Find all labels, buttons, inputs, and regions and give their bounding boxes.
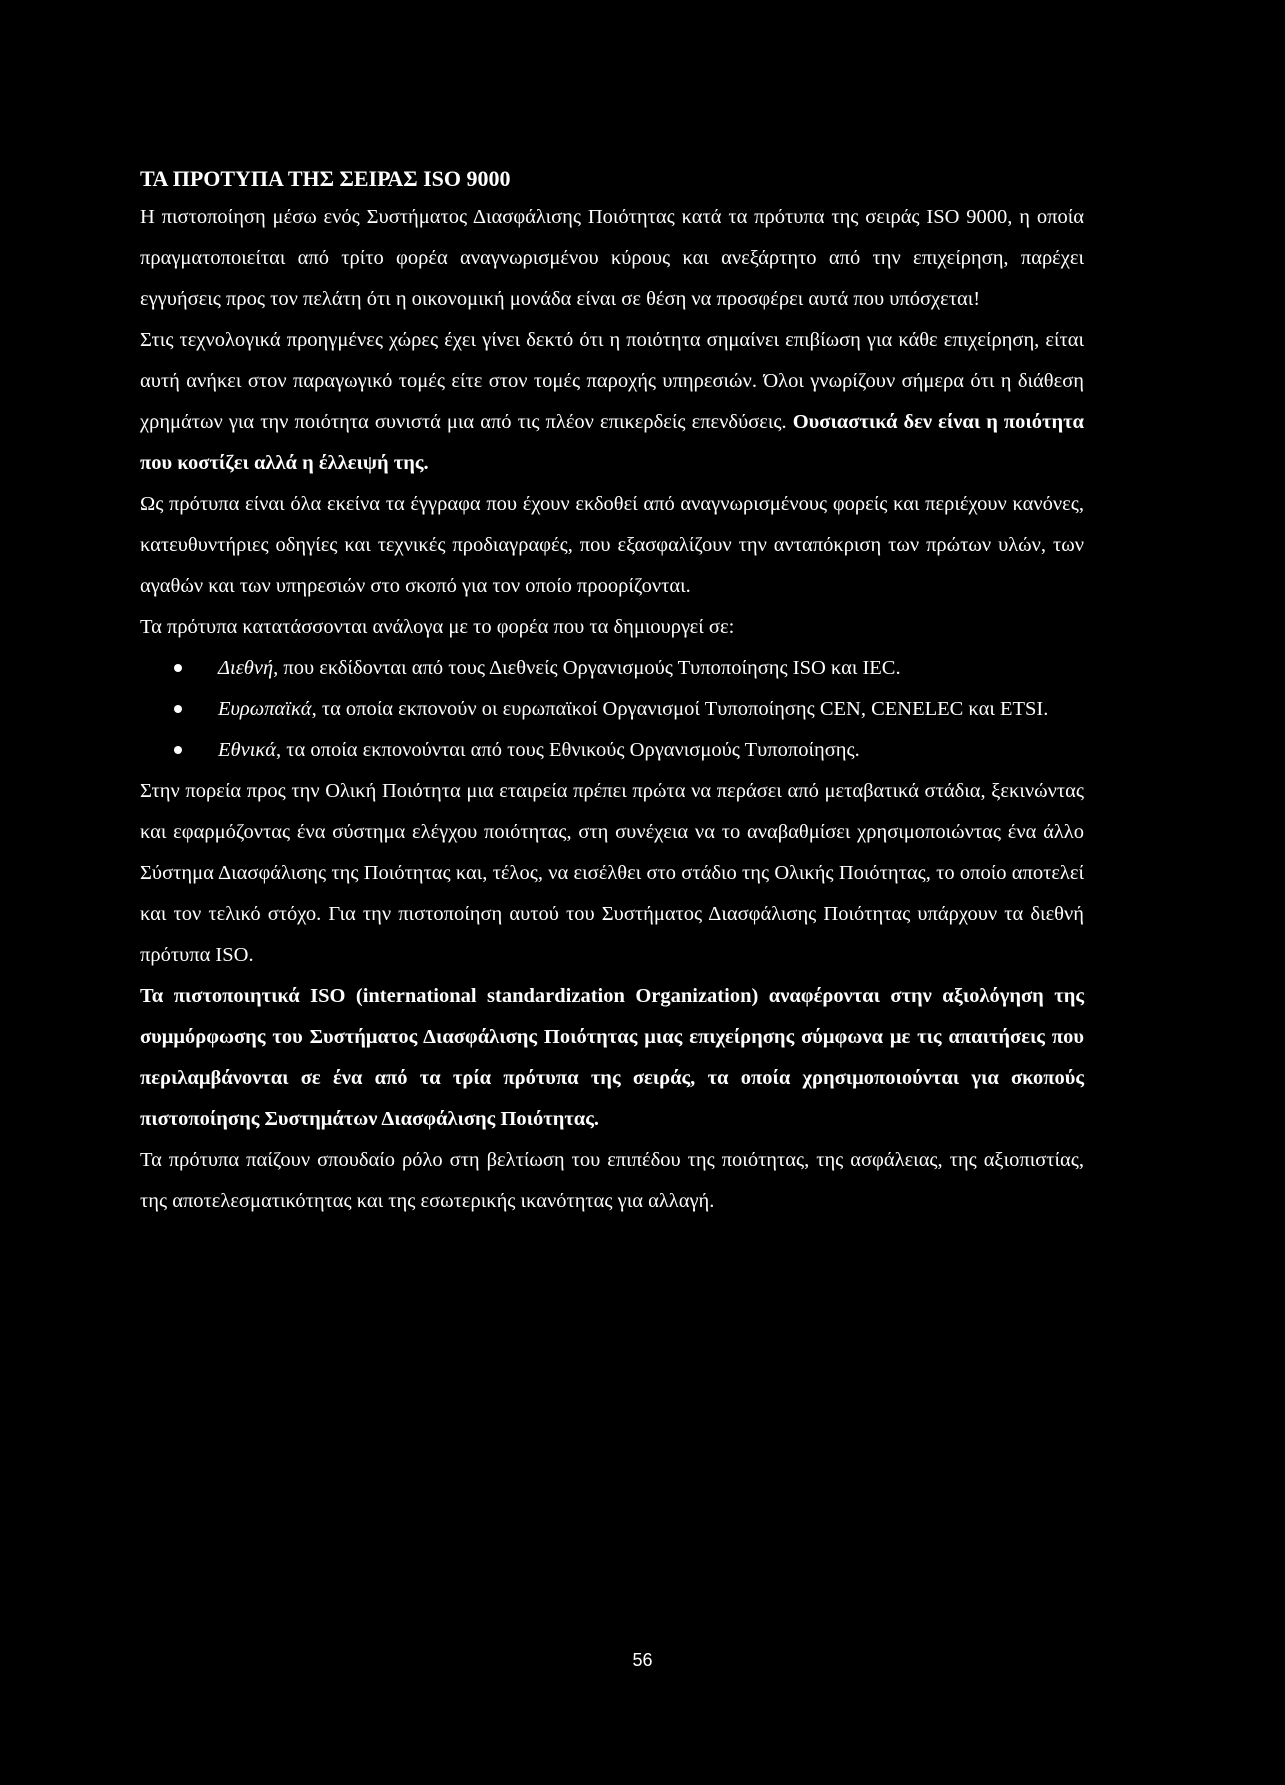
paragraph-quality-survival <box>140 320 1084 484</box>
bullet-icon <box>174 705 182 713</box>
paragraph-certification: Η πιστοποίηση μέσω ενός Συστήματος Διασφάλισης Ποιότητας κατά τα πρότυπα της σειράς ISO 9000, η οποία πραγματοποιείται από τρίτο φορέα αναγνωρισμένου κύρους και ανεξάρτητο από την επιχείρηση, παρέχει εγγυήσεις προς τον πελάτη ότι η οικονομική μονάδα είναι σε θέση να προσφέρει αυτά που υπόσχεται! <box>140 206 1084 310</box>
paragraph-standards-role: Τα πρότυπα παίζουν σπουδαίο ρόλο στη βελτίωση του επιπέδου της ποιότητας, της ασφάλειας, της αξιοπιστίας, της αποτελεσματικότητας και της εσωτερικής ικανότητας για αλλαγή. <box>140 1149 1084 1212</box>
paragraph-iso-certificates: Τα πιστοποιητικά ISO (international standardization Organization) αναφέρονται στην αξιολόγηση της συμμόρφωσης του Συστήματος Διασφάλισης Ποιότητας μιας επιχείρησης σύμφωνα με τις απαιτήσεις που περιλαμβάνονται σε ένα από τα τρία πρότυπα της σειράς, τα οποία χρησιμοποιούνται για σκοπούς πιστοποίησης Συστημάτων Διασφάλισης Ποιότητας. <box>140 985 1084 1130</box>
list-item <box>140 730 1084 771</box>
list-item-text: , τα οποία εκπονούν οι ευρωπαϊκοί Οργανισμοί Τυποποίησης CEN, CENELEC και ETSI. <box>311 698 1049 720</box>
list-item-term: Ευρωπαϊκά <box>218 698 312 720</box>
bullet-icon <box>174 664 182 672</box>
paragraph-quality-survival-text: Στις τεχνολογικά προηγμένες χώρες έχει γίνει δεκτό ότι η ποιότητα σημαίνει επιβίωση για κάθε επιχείρηση, είται αυτή ανήκει στον παραγωγικό τομές είτε στον τομές παροχής υπηρεσιών. Όλοι γνωρίζουν σήμερα ότι η διάθεση χρημάτων για την ποιότητα συνιστά μια από τις πλέον επικερδείς επενδύσεις. <box>140 329 1084 433</box>
paragraph-standards-classification: Τα πρότυπα κατατάσσονται ανάλογα με το φορέα που τα δημιουργεί σε: <box>140 616 735 638</box>
list-item-text: , τα οποία εκπονούνται από τους Εθνικούς Οργανισμούς Τυποποίησης. <box>276 739 860 761</box>
standards-types-list <box>140 648 1084 771</box>
list-item <box>140 689 1084 730</box>
bullet-icon <box>174 746 182 754</box>
document-body <box>140 164 1084 1222</box>
paragraph-standards-definition: Ως πρότυπα είναι όλα εκείνα τα έγγραφα που έχουν εκδοθεί από αναγνωρισμένους φορείς και περιέχουν κανόνες, κατευθυντήριες οδηγίες και τεχνικές προδιαγραφές, που εξασφαλίζουν την ανταπόκριση των πρώτων υλών, των αγαθών και των υπηρεσιών στο σκοπό για τον οποίο προορίζονται. <box>140 493 1084 597</box>
paragraph-quality-survival-emphasis: Ουσιαστικά δεν είναι η ποιότητα που κοστίζει αλλά η έλλειψή της. <box>140 411 1084 474</box>
section-title: ΤΑ ΠΡΟΤΥΠΑ ΤΗΣ ΣΕΙΡΑΣ ISO 9000 <box>140 166 511 191</box>
page-number: 56 <box>632 1650 653 1670</box>
list-item-term: Διεθνή <box>218 657 274 679</box>
list-item-term: Εθνικά <box>218 739 276 761</box>
paragraph-total-quality: Στην πορεία προς την Ολική Ποιότητα μια εταιρεία πρέπει πρώτα να περάσει από μεταβατικά στάδια, ξεκινώντας και εφαρμόζοντας ένα σύστημα ελέγχου ποιότητας, στη συνέχεια να το αναβαθμίσει χρησιμοποιώντας ένα άλλο Σύστημα Διασφάλισης της Ποιότητας και, τέλος, να εισέλθει στο στάδιο της Ολικής Ποιότητας, το οποίο αποτελεί και τον τελικό στόχο. Για την πιστοποίηση αυτού του Συστήματος Διασφάλισης Ποιότητας υπάρχουν τα διεθνή πρότυπα ISO. <box>140 780 1084 966</box>
list-item-text: , που εκδίδονται από τους Διεθνείς Οργανισμούς Τυποποίησης ISO και IEC. <box>273 657 901 679</box>
list-item <box>140 648 1084 689</box>
